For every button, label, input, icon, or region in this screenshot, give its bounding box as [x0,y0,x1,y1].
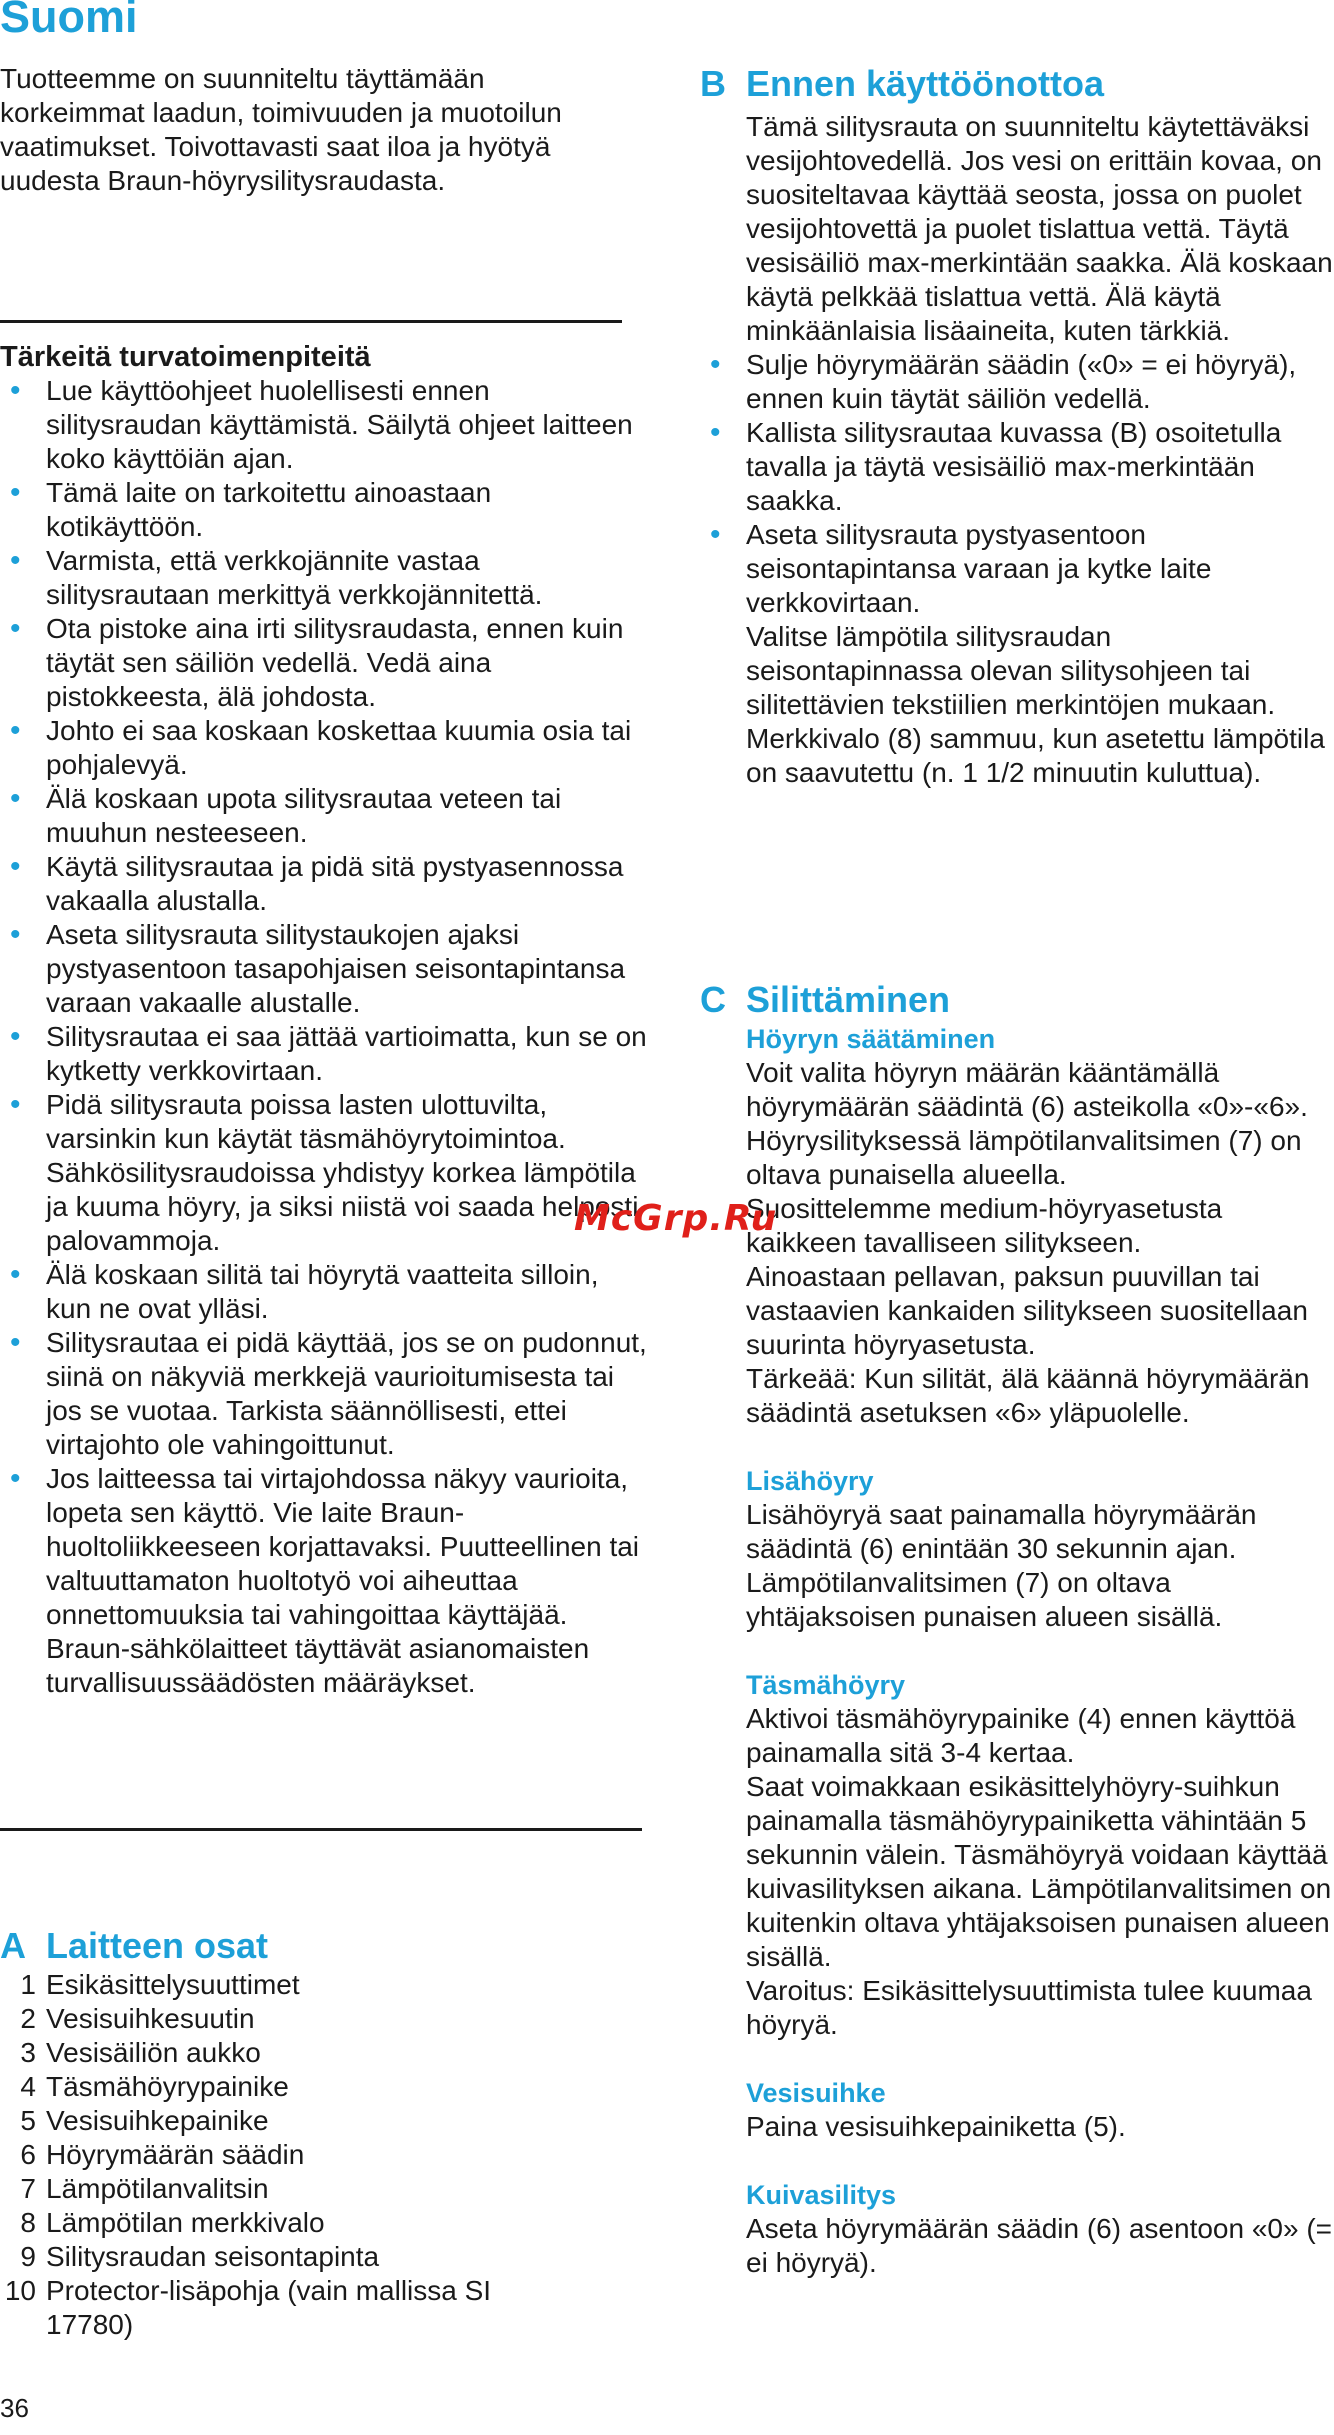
section-a-title: Laitteen osat [46,1925,269,1966]
precision-steam-p1: Aktivoi täsmähöyrypainike (4) ennen käyttöä painamalla sitä 3-4 kertaa. [746,1703,1296,1768]
divider-bottom [0,1828,642,1831]
dry-ironing-p1: Aseta höyrymäärän säädin (6) asentoon «0» (= ei höyryä). [746,2213,1333,2278]
list-item: 2 Vesisuihkesuutin [20,2003,255,2034]
extra-steam-p2: Lämpötilanvalitsimen (7) on oltava yhtäjaksoisen punaisen alueen sisällä. [746,1567,1223,1632]
section-b-letter: B [700,63,726,104]
section-b [700,62,1334,790]
section-a-heading [0,1924,560,1968]
watermark: McGrp.Ru [574,1198,778,1239]
safety-heading: Tärkeitä turvatoimenpiteitä [0,341,371,373]
safety-section [0,340,650,1700]
steam-p5: Tärkeää: Kun silität, älä käännä höyrymäärän säädintä asetuksen «6» yläpuolelle. [746,1363,1310,1428]
list-item: • Ota pistoke aina irti silitysraudasta, ennen kuin täytät sen säiliön vedellä. Vedä aina pistokkeesta, älä johdosta. [0,612,650,714]
list-item: 9 Silitysraudan seisontapinta [20,2241,380,2272]
steam-subsection [700,1022,1334,1430]
dry-ironing-subsection [700,2178,1334,2280]
precision-steam-p3: Varoitus: Esikäsittelysuuttimista tulee kuumaa höyryä. [746,1975,1312,2040]
section-a [0,1924,560,2342]
divider-top [0,320,622,323]
list-item: • Aseta silitysrauta silitystaukojen ajaksi pystyasentoon tasapohjaisen seisontapintansa varaan vakaalle alustalle. [0,918,650,1020]
section-b-intro: Tämä silitysrauta on suunniteltu käytettäväksi vesijohtovedellä. Jos vesi on erittäin kovaa, on suositeltavaa käyttää seosta, jossa on puolet vesijohtovettä ja puolet tislattua vettä. Täytä vesisäiliö max-merkintään saakka. Älä koskaan käytä pelkkää tislattua vettä. Älä käytä minkäänlaisia lisäaineita, kuten tärkkiä. [746,111,1333,346]
extra-steam-heading: Lisähöyry [746,1466,874,1496]
precision-steam-subsection [700,1668,1334,2042]
water-spray-p1: Paina vesisuihkepainiketta (5). [746,2111,1126,2142]
section-b-para1: Valitse lämpötila silitysraudan seisontapinnassa olevan silitysohjeen tai silitettävien tekstiilien merkintöjen mukaan. [746,621,1276,720]
steam-p1: Voit valita höyryn määrän kääntämällä höyrymäärän säädintä (6) asteikolla «0»-«6». [746,1057,1308,1122]
list-item: • Älä koskaan upota silitysrautaa veteen tai muuhun nesteeseen. [0,782,650,850]
list-item: 4 Täsmähöyrypainike [20,2071,289,2102]
page-number: 36 [0,2393,29,2423]
section-c-letter: C [700,979,726,1020]
list-item: • Johto ei saa koskaan koskettaa kuumia osia tai pohjalevyä. [0,714,650,782]
list-item: • Varmista, että verkkojännite vastaa silitysrautaan merkittyä verkkojännitettä. [0,544,650,612]
page-title: Suomi [0,0,138,42]
list-item: 8 Lämpötilan merkkivalo [20,2207,325,2238]
list-item: 7 Lämpötilanvalitsin [20,2173,269,2204]
list-item: • Lue käyttöohjeet huolellisesti ennen silitysraudan käyttämistä. Säilytä ohjeet laitteen koko käyttöiän ajan. [0,374,650,476]
list-item: • Sulje höyrymäärän säädin («0» = ei höyryä), ennen kuin täytät säiliön vedellä. [700,348,1334,416]
list-item: • Pidä silitysrauta poissa lasten ulottuvilta, varsinkin kun käytät täsmähöyrytoimintoa. Sähkösilitysraudoissa yhdistyy korkea lämpötila ja kuuma höyry, ja siksi niistä voi saada helposti palovammoja. [0,1088,650,1258]
dry-ironing-heading: Kuivasilitys [746,2180,897,2210]
list-item: • Jos laitteessa tai virtajohdossa näkyy vaurioita, lopeta sen käyttö. Vie laite Braun-huoltoliikkeeseen korjattavaksi. Puutteellinen tai valtuuttamaton huoltotyö voi aiheuttaa onnettomuuksia tai vahingoittaa käyttäjää. Braun-sähkölaitteet täyttävät asianomaisten turvallisuussäädösten määräykset. [0,1462,650,1700]
list-item: 10 Protector-lisäpohja (vain mallissa SI 17780) [4,2275,492,2340]
extra-steam-subsection [700,1464,1334,1634]
water-spray-heading: Vesisuihke [746,2078,886,2108]
section-a-letter: A [0,1925,26,1966]
water-spray-subsection [700,2076,1334,2144]
list-item: • Tämä laite on tarkoitettu ainoastaan kotikäyttöön. [0,476,650,544]
section-b-title: Ennen käyttöönottoa [746,63,1104,104]
steam-p2: Höyrysilityksessä lämpötilanvalitsimen (7) on oltava punaisella alueella. [746,1125,1302,1190]
list-item: • Aseta silitysrauta pystyasentoon seisontapintansa varaan ja kytke laite verkkovirtaan. [700,518,1334,620]
steam-heading: Höyryn säätäminen [746,1024,996,1054]
list-item: • Silitysrautaa ei saa jättää vartioimatta, kun se on kytketty verkkovirtaan. [0,1020,650,1088]
section-c-heading [700,978,1334,1022]
section-c-title: Silittäminen [746,979,951,1020]
section-b-heading [700,62,1334,106]
list-item: • Silitysrautaa ei pidä käyttää, jos se on pudonnut, siinä on näkyviä merkkejä vaurioitumisesta tai jos se vuotaa. Tarkista säännöllisesti, ettei virtajohto ole vahingoittunut. [0,1326,650,1462]
section-b-para2: Merkkivalo (8) sammuu, kun asetettu lämpötila on saavutettu (n. 1 1/2 minuutin kuluttua). [746,723,1325,788]
list-item: • Kallista silitysrautaa kuvassa (B) osoitetulla tavalla ja täytä vesisäiliö max-merkintään saakka. [700,416,1334,518]
parts-list [0,1968,560,2342]
section-c [700,978,1334,2280]
extra-steam-p1: Lisähöyryä saat painamalla höyrymäärän säädintä (6) enintään 30 sekunnin ajan. [746,1499,1257,1564]
intro-paragraph: Tuotteemme on suunniteltu täyttämään korkeimmat laadun, toimivuuden ja muotoilun vaatimukset. Toivottavasti saat iloa ja hyötyä uudesta Braun-höyrysilitysraudasta. [0,63,562,196]
safety-list [0,374,650,1700]
list-item: 3 Vesisäiliön aukko [20,2037,261,2068]
precision-steam-heading: Täsmähöyry [746,1670,906,1700]
steam-p4: Ainoastaan pellavan, paksun puuvillan tai vastaavien kankaiden silitykseen suositellaan suurinta höyryasetusta. [746,1261,1308,1360]
list-item: • Käytä silitysrautaa ja pidä sitä pystyasennossa vakaalla alustalla. [0,850,650,918]
list-item: • Älä koskaan silitä tai höyrytä vaatteita silloin, kun ne ovat ylläsi. [0,1258,650,1326]
steam-p3: Suosittelemme medium-höyryasetusta kaikkeen tavalliseen silitykseen. [746,1193,1223,1258]
section-b-list [700,348,1334,620]
precision-steam-p2: Saat voimakkaan esikäsittelyhöyry-suihkun painamalla täsmähöyrypainiketta vähintään 5 sekunnin välein. Täsmähöyryä voidaan käyttää kuivasilityksen aikana. Lämpötilanvalitsimen on kuitenkin oltava yhtäjaksoisen punaisen alueen sisällä. [746,1771,1332,1972]
list-item: 1 Esikäsittelysuuttimet [20,1969,300,2000]
list-item: 5 Vesisuihkepainike [20,2105,269,2136]
list-item: 6 Höyrymäärän säädin [20,2139,305,2170]
